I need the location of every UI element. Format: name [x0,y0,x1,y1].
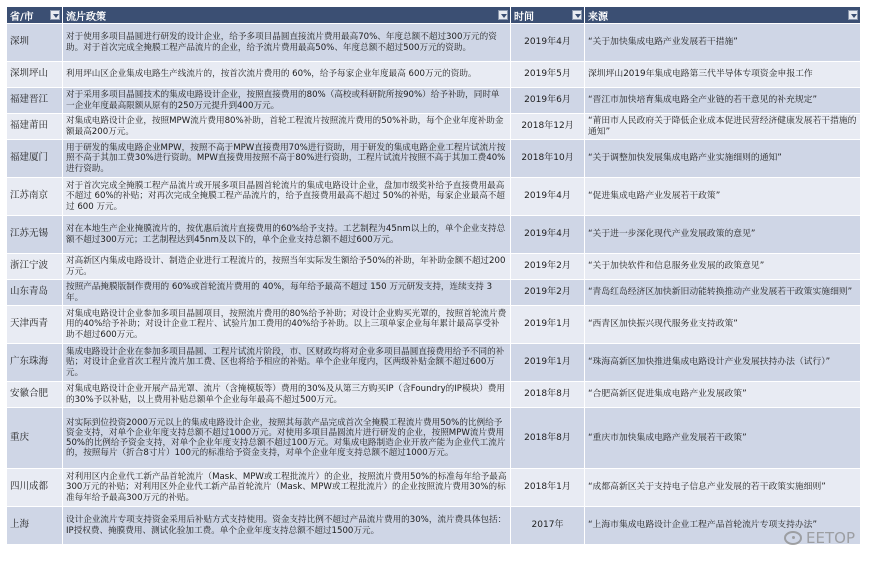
time-cell: 2019年4月 [511,178,585,216]
filter-dropdown-icon[interactable] [498,10,508,20]
table-row [7,114,861,140]
time-cell: 2019年4月 [511,24,585,62]
time-cell: 2018年8月 [511,382,585,408]
source-cell: “莆田市人民政府关于降低企业成本促进民营经济健康发展若干措施的通知” [585,114,861,140]
policy-cell: 对于首次完成全掩膜工程产品流片或开展多项目晶圆首轮流片的集成电路设计企业，盘加市级奖补给予直接费用最高不超过 60%的补贴；对再次完成全掩膜工程产品流片的，给予直接费用最高不超过 50%的补贴，每家企业最高不超过 600 万元。 [63,178,511,216]
time-cell: 2017年 [511,507,585,545]
province-cell: 江苏无锡 [7,216,63,254]
policy-cell: 利用坪山区企业集成电路生产线流片的，按首次流片费用的 60%，给予每家企业年度最高 600万元的资助。 [63,62,511,88]
time-cell: 2018年12月 [511,114,585,140]
time-cell: 2019年1月 [511,306,585,344]
province-cell: 重庆 [7,408,63,469]
filter-dropdown-icon[interactable] [572,10,582,20]
filter-dropdown-icon[interactable] [50,10,60,20]
table-row [7,140,861,178]
filter-dropdown-icon[interactable] [848,10,858,20]
policy-cell: 集成电路设计企业在参加多项目晶圆、工程片试流片阶段，市、区财政均将对企业多项目晶圆直接费用给予不同的补贴；对设计企业首次工程片流片加工费、区也将给予相应的补贴。单个企业年度内，区两级补贴金额不超过600万元。 [63,344,511,382]
source-cell: “关于加快软件和信息服务业发展的政策意见” [585,254,861,280]
source-cell: “促进集成电路产业发展若干政策” [585,178,861,216]
province-cell: 四川成都 [7,469,63,507]
province-cell: 安徽合肥 [7,382,63,408]
table-row [7,280,861,306]
table-row [7,216,861,254]
time-cell: 2018年1月 [511,469,585,507]
province-cell: 浙江宁波 [7,254,63,280]
policy-cell: 对利用区内企业代工新产品首轮流片（Mask、MPW或工程批流片）的企业，按照流片费用50%的标准每年给予最高300万元的补贴；对利用区外企业代工新产品首轮流片（Mask、MPW或工程批流片）的企业按照流片费用30%的标准每年给予最高300万元的补贴。 [63,469,511,507]
wechat-logo-icon [784,531,802,545]
source-cell: “合肥高新区促进集成电路产业发展政策” [585,382,861,408]
policy-cell: 对于使用多项目晶圆进行研发的设计企业，给予多项目晶圆直接流片费用最高70%、年度总额不超过300万元的资助。对于首次完成全掩膜工程产品流片的企业，给予流片费用最高50%、年度总额不超过500万元的资助。 [63,24,511,62]
policy-cell: 对集成电路设计企业开展产品光罩、流片（含掩模版等）费用的30%及从第三方购买IP（含Foundry的IP模块）费用的30%予以补贴，以上费用补贴总额单个企业每年最高不超过500万元。 [63,382,511,408]
province-cell: 福建厦门 [7,140,63,178]
province-cell: 江苏南京 [7,178,63,216]
province-column-header[interactable]: 省/市 [7,7,63,24]
table-row [7,306,861,344]
table-row [7,62,861,88]
policy-cell: 对在本地生产企业掩膜流片的，按优惠后流片直接费用的60%给予支持。工艺制程为45nm以上的，单个企业支持总额不超过300万元；工艺制程达到45nm及以下的，单个企业支持总额不超过600万元。 [63,216,511,254]
source-cell: “重庆市加快集成电路产业发展若干政策” [585,408,861,469]
table-row [7,382,861,408]
policy-column-header[interactable]: 流片政策 [63,7,511,24]
policy-cell: 对高新区内集成电路设计、制造企业进行工程流片的，按照当年实际发生额给予50%的补助，年补助金额不超过200万元。 [63,254,511,280]
source-cell: “成都高新区关于支持电子信息产业发展的若干政策实施细则” [585,469,861,507]
table-row [7,178,861,216]
time-cell: 2019年2月 [511,280,585,306]
source-cell: “晋江市加快培育集成电路全产业链的若干意见的补充规定” [585,88,861,114]
province-cell: 天津西青 [7,306,63,344]
table-header-row [7,7,861,24]
policy-cell: 按照产品掩膜版制作费用的 60%或首轮流片费用的 40%，每年给予最高不超过 150 万元研发支持，连续支持 3 年。 [63,280,511,306]
watermark [784,529,855,547]
source-column-header[interactable]: 来源 [585,7,861,24]
source-cell: 深圳坪山2019年集成电路第三代半导体专项资金申报工作 [585,62,861,88]
watermark-text: EETOP [806,529,855,547]
table-row [7,24,861,62]
policy-cell: 对实际到位投资2000万元以上的集成电路设计企业，按照其每款产品完成首次全掩膜工程流片费用50%的比例给予资金支持，对单个企业年度支持总额不超过1000万元。对使用多项目晶圆流片进行研发的企业，按照MPW流片费用50%的比例给予资金支持，对单个企业年度支持总额不超过100万元。对集成电路制造企业开放产能为企业代工流片的，按照每片（折合8寸片）100元的标准给予资金支持，对单个企业年度支持总额不超过1000万元。 [63,408,511,469]
source-cell: “关于进一步深化现代产业发展政策的意见” [585,216,861,254]
policy-cell: 对集成电路设计企业参加多项目晶圆项目，按照流片费用的80%给予补助；对设计企业购买光罩的，按照首轮流片费用的40%给予补助；对设计企业工程片、试验片加工费用的40%给予补助。以上三项单家企业每年累计最高享受补助不超过600万元。 [63,306,511,344]
province-cell: 福建晋江 [7,88,63,114]
time-cell: 2018年8月 [511,408,585,469]
table-row [7,88,861,114]
province-cell: 山东青岛 [7,280,63,306]
province-cell: 深圳坪山 [7,62,63,88]
policy-cell: 对集成电路设计企业，按照MPW流片费用80%补助，首轮工程流片按照流片费用的50%补助，每个企业年度补助金额最高200万元。 [63,114,511,140]
source-cell: “青岛红岛经济区加快新旧动能转换推动产业发展若干政策实施细则” [585,280,861,306]
table-row [7,344,861,382]
policy-cell: 对于采用多项目晶圆技术的集成电路设计企业，按照直接费用的80%（高校或科研院所按90%）给予补助，同时单一企业年度最高限额从原有的250万元提升到400万元。 [63,88,511,114]
policy-table [6,6,861,545]
time-cell: 2018年10月 [511,140,585,178]
table-row [7,507,861,545]
policy-cell: 设计企业流片专项支持资金采用后补贴方式支持使用。资金支持比例不超过产品流片费用的30%，流片费具体包括：IP授权费、掩膜费用、测试化验加工费。单个企业年度支持总额不超过1500万元。 [63,507,511,545]
time-cell: 2019年6月 [511,88,585,114]
policy-cell: 用于研发的集成电路企业MPW，按照不高于MPW直接费用70%进行资助，用于研发的集成电路企业工程片试流片按照不高于其加工费30%进行资助。MPW直接费用按照不高于80%进行资助，工程片试流片按照不高于其加工费40%进行资助。 [63,140,511,178]
source-cell: “关于加快集成电路产业发展若干措施” [585,24,861,62]
source-cell: “西青区加快振兴现代服务业支持政策” [585,306,861,344]
table-row [7,408,861,469]
time-column-header[interactable]: 时间 [511,7,585,24]
time-cell: 2019年2月 [511,254,585,280]
table-row [7,469,861,507]
time-cell: 2019年1月 [511,344,585,382]
table-row [7,254,861,280]
time-cell: 2019年4月 [511,216,585,254]
province-cell: 福建莆田 [7,114,63,140]
province-cell: 上海 [7,507,63,545]
province-cell: 广东珠海 [7,344,63,382]
source-cell: “珠海高新区加快推进集成电路设计产业发展扶持办法（试行）” [585,344,861,382]
source-cell: “上海市集成电路设计企业工程产品首轮流片专项支持办法” [585,507,861,545]
province-cell: 深圳 [7,24,63,62]
time-cell: 2019年5月 [511,62,585,88]
source-cell: “关于调整加快发展集成电路产业实施细则的通知” [585,140,861,178]
